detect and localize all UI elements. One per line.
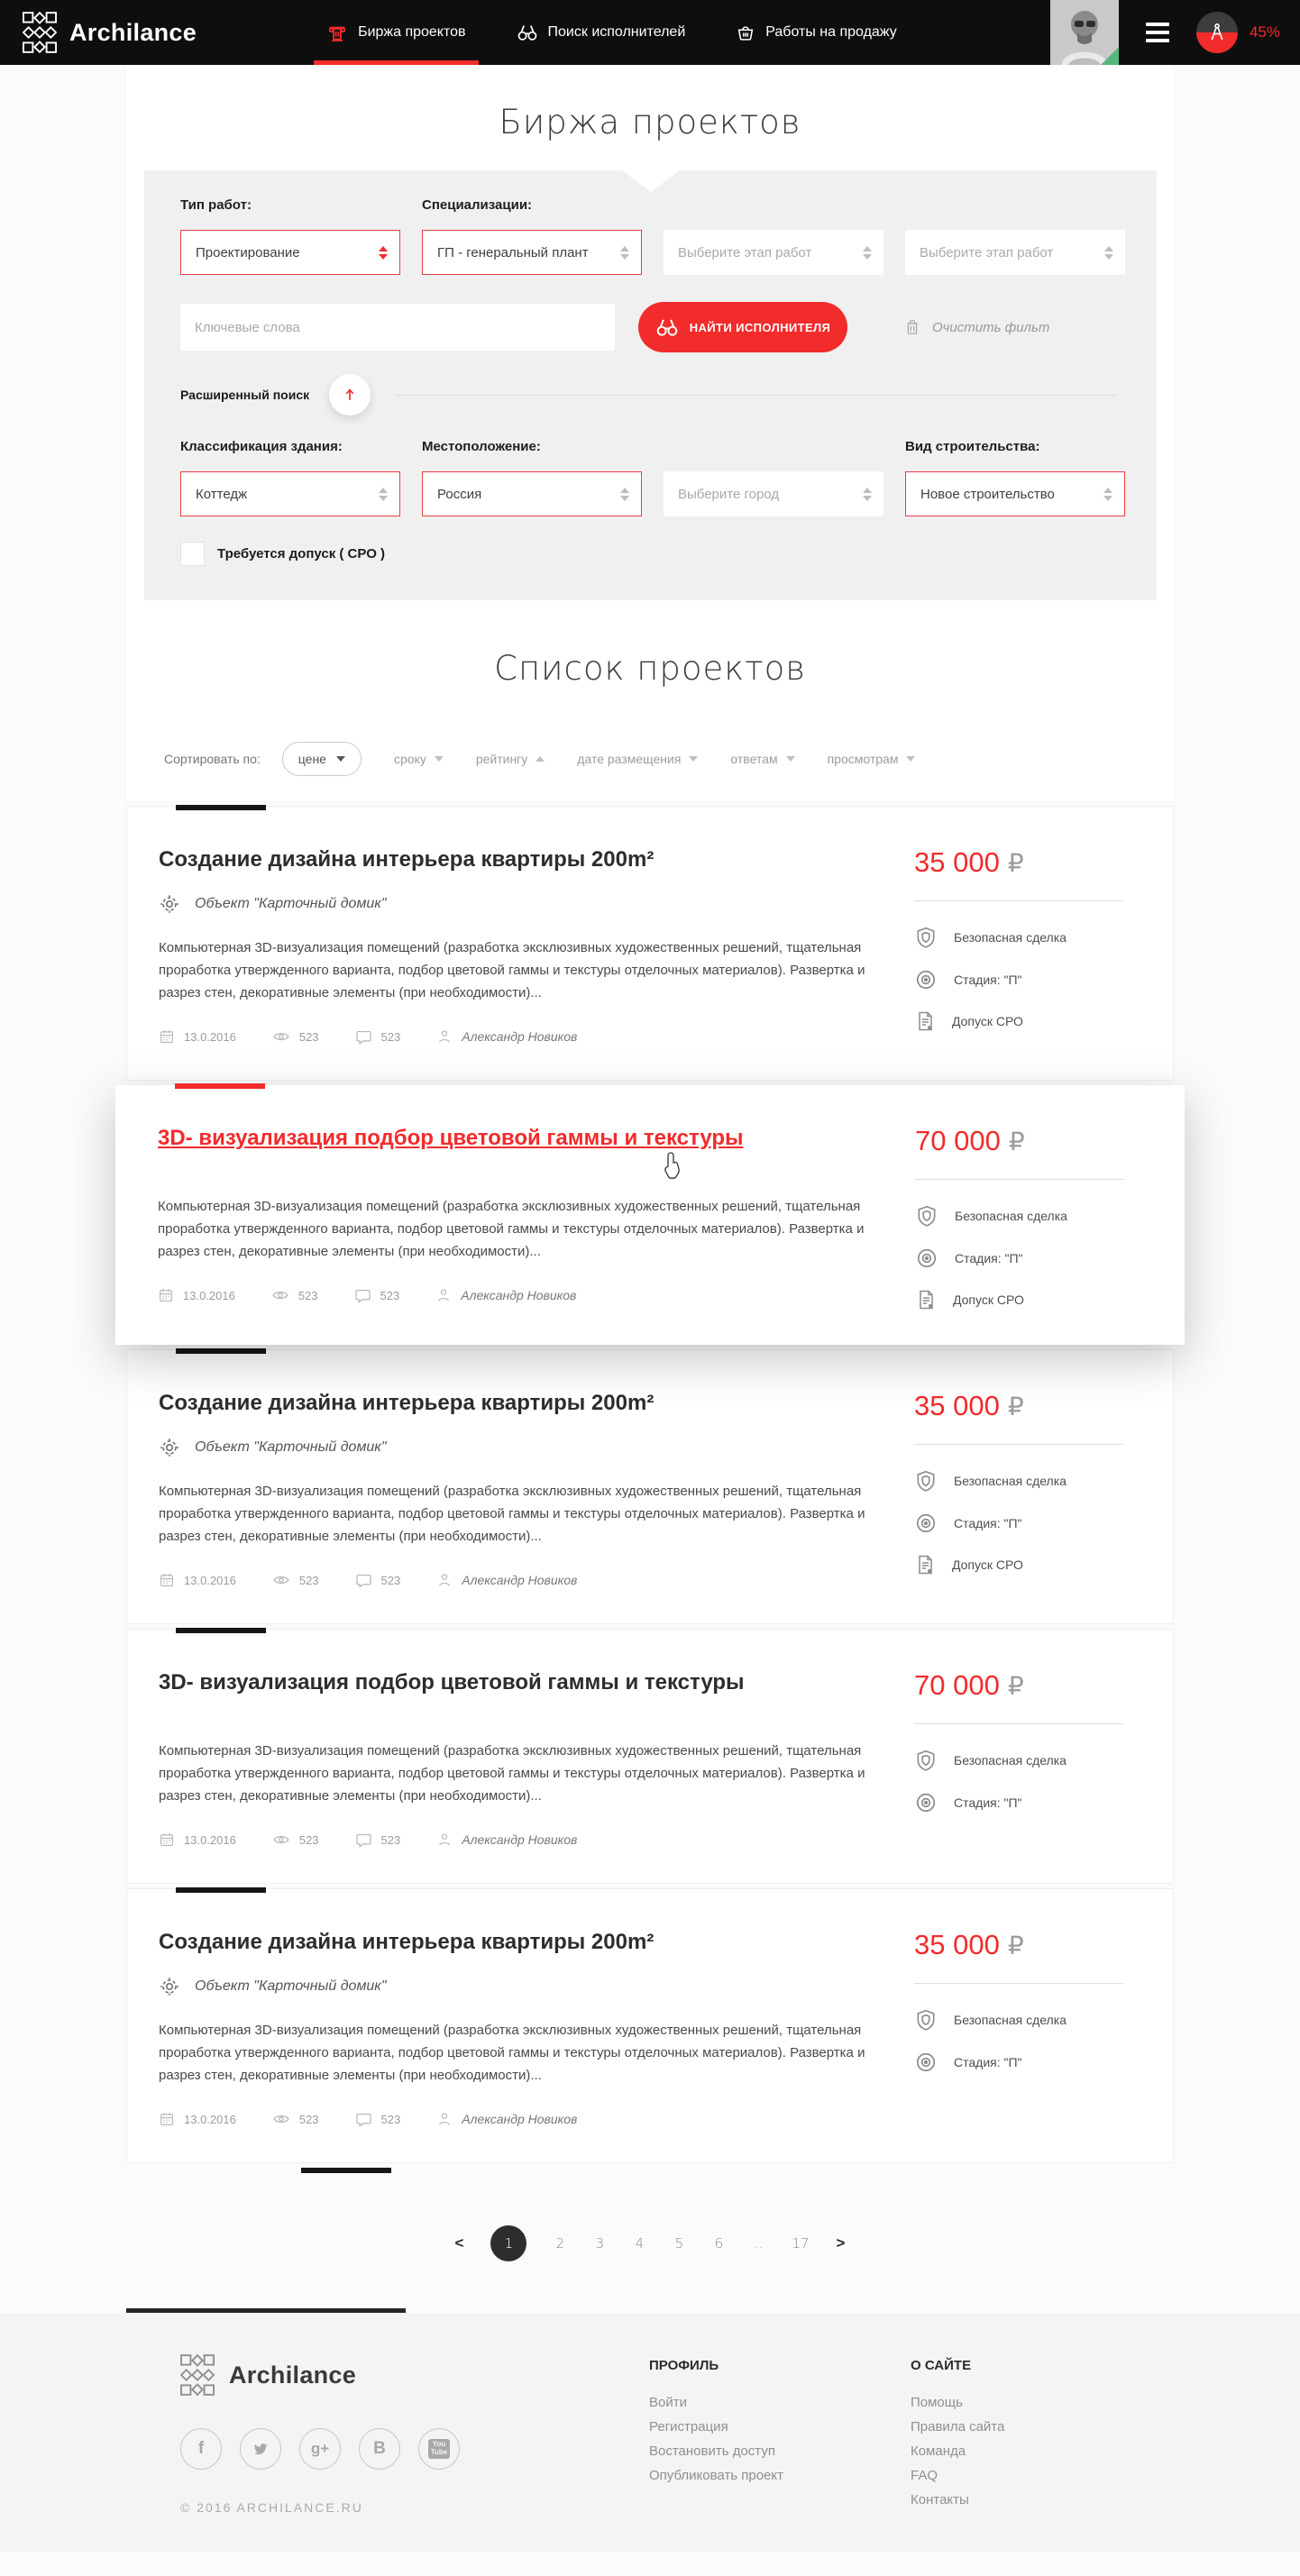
- advanced-search-row: [180, 374, 1121, 416]
- clear-filter-button[interactable]: [903, 318, 1049, 336]
- project-title[interactable]: Создание дизайна интерьера квартиры 200m²: [159, 1391, 655, 1415]
- site-footer: [0, 2313, 1300, 2553]
- project-meta: [159, 2110, 914, 2128]
- badge-safe-deal: Безопасная сделка: [914, 2008, 1123, 2032]
- project-date: 13.0.2016: [184, 1832, 236, 1847]
- project-price: 70 000 ₽: [914, 1669, 1024, 1701]
- project-card-highlighted: [115, 1085, 1185, 1345]
- page-17[interactable]: 17: [792, 2235, 810, 2252]
- page-4[interactable]: 4: [635, 2235, 645, 2252]
- sort-option-term[interactable]: [394, 752, 444, 766]
- building-class-label: Классификация здания:: [180, 439, 343, 454]
- nav-item-works-for-sale[interactable]: [710, 0, 921, 65]
- compass-icon: [1196, 12, 1238, 53]
- project-author[interactable]: Александр Новиков: [461, 1288, 577, 1302]
- sort-bar: [164, 742, 1174, 776]
- sro-checkbox[interactable]: [180, 542, 205, 566]
- sro-checkbox-row: [180, 542, 1121, 566]
- eye-icon: [272, 1028, 290, 1046]
- gear-icon: [159, 893, 180, 915]
- clear-filter-label: Очистить фильт: [932, 319, 1050, 335]
- stage-label-spacer: [905, 197, 1125, 219]
- mouse-cursor-icon: [664, 1152, 684, 1179]
- project-views: 523: [298, 1288, 318, 1302]
- work-stage-select-2[interactable]: [905, 230, 1125, 275]
- card-tick: [176, 1628, 266, 1633]
- footer-link-register[interactable]: Регистрация: [649, 2419, 728, 2434]
- project-title[interactable]: 3D- визуализация подбор цветовой гаммы и текстуры: [159, 1670, 745, 1694]
- stage-label-spacer: [664, 197, 883, 219]
- country-select[interactable]: [422, 471, 642, 516]
- select-arrows-icon: [620, 488, 629, 501]
- person-icon: [435, 1287, 452, 1303]
- trash-icon: [903, 318, 921, 336]
- ruble-sign: ₽: [1007, 1672, 1024, 1700]
- select-value: ГП - генеральный плант: [437, 244, 589, 260]
- card-tick: [175, 1083, 265, 1089]
- google-plus-icon[interactable]: g+: [299, 2428, 341, 2470]
- footer-link-rules[interactable]: Правила сайта: [911, 2419, 1005, 2434]
- nav-item-find-contractors[interactable]: [491, 0, 711, 65]
- twitter-icon[interactable]: [240, 2428, 281, 2470]
- comment-icon: [354, 1287, 371, 1304]
- nav-label: Работы на продажу: [765, 24, 897, 40]
- card-tick: [176, 1348, 266, 1354]
- column-icon: [326, 22, 348, 43]
- page-2[interactable]: 2: [555, 2235, 565, 2252]
- nav-label: Поиск исполнителей: [547, 24, 686, 40]
- project-card-right: [914, 1929, 1123, 2128]
- select-arrows-icon: [620, 246, 629, 260]
- sort-by-label: Сортировать по:: [164, 752, 261, 766]
- bullseye-icon: [914, 1791, 938, 1814]
- select-placeholder: Выберите город: [678, 486, 780, 502]
- select-value: Проектирование: [196, 244, 300, 260]
- page-title: Биржа проектов: [499, 103, 801, 142]
- basket-icon: [736, 23, 755, 42]
- social-links: [180, 2428, 649, 2470]
- sort-option-label: цене: [298, 752, 326, 766]
- calendar-icon: [159, 2111, 175, 2127]
- pagination: [0, 2225, 1300, 2261]
- card-tick: [176, 805, 266, 810]
- eye-icon: [272, 2110, 290, 2128]
- footer-link-contacts[interactable]: Контакты: [911, 2492, 969, 2507]
- project-author[interactable]: Александр Новиков: [462, 1573, 578, 1587]
- page-6[interactable]: 6: [714, 2235, 724, 2252]
- document-icon: [914, 1010, 936, 1032]
- page-1-active[interactable]: 1: [490, 2225, 526, 2261]
- project-card-right: [915, 1125, 1124, 1311]
- select-arrows-icon: [379, 488, 388, 501]
- filter-row-2: [180, 439, 1121, 516]
- facebook-icon[interactable]: f: [180, 2428, 222, 2470]
- building-class-select[interactable]: [180, 471, 400, 516]
- construction-type-label: Вид строительства:: [905, 439, 1040, 454]
- divider-line: [914, 1983, 1123, 1984]
- archilance-logo-icon: [180, 2354, 215, 2396]
- bullseye-icon: [914, 1512, 938, 1535]
- person-icon: [436, 1572, 453, 1588]
- select-arrows-icon: [379, 246, 388, 260]
- footer-link-team[interactable]: Команда: [911, 2444, 966, 2459]
- footer-about-title: О САЙТЕ: [911, 2358, 972, 2373]
- sort-option-label: просмотрам: [827, 752, 899, 766]
- footer-brand[interactable]: [180, 2354, 649, 2396]
- footer-link-login[interactable]: Войти: [649, 2395, 687, 2410]
- project-title-link[interactable]: 3D- визуализация подбор цветовой гаммы и текстуры: [158, 1126, 744, 1150]
- gear-icon: [159, 1976, 180, 1997]
- project-date: 13.0.2016: [184, 2112, 236, 2126]
- list-title: Список проектов: [494, 649, 806, 688]
- project-comments: 523: [380, 1288, 400, 1302]
- find-button-label: НАЙТИ ИСПОЛНИТЕЛЯ: [689, 320, 831, 334]
- brand-logo[interactable]: [23, 12, 197, 53]
- project-price: 35 000 ₽: [914, 846, 1024, 878]
- shield-icon: [914, 1749, 938, 1772]
- select-value: Новое строительство: [920, 486, 1055, 502]
- badge-safe-deal: Безопасная сделка: [914, 926, 1123, 949]
- badge-stage: Стадия: "П": [914, 1791, 1123, 1814]
- project-comments: 523: [380, 2112, 401, 2126]
- page-5[interactable]: 5: [674, 2235, 684, 2252]
- project-views: 523: [298, 2112, 319, 2126]
- project-card: [126, 1888, 1174, 2163]
- project-date: 13.0.2016: [184, 1029, 236, 1044]
- select-value: Коттедж: [196, 486, 248, 502]
- badge-sro: Допуск СРО: [914, 1554, 1123, 1576]
- select-arrows-icon: [863, 246, 872, 260]
- profile-percent: 45%: [1249, 23, 1280, 41]
- divider-line: [914, 900, 1123, 901]
- badge-safe-deal: Безопасная сделка: [914, 1749, 1123, 1772]
- project-comments: 523: [380, 1832, 401, 1847]
- bullseye-icon: [914, 2051, 938, 2074]
- shield-icon: [914, 2008, 938, 2032]
- filter-row-1: [180, 197, 1121, 275]
- person-icon: [436, 1832, 453, 1848]
- sort-option-answers[interactable]: [730, 752, 794, 766]
- vkontakte-icon[interactable]: B: [359, 2428, 400, 2470]
- site-header: [0, 0, 1300, 65]
- ruble-sign: ₽: [1007, 849, 1024, 877]
- calendar-icon: [159, 1028, 175, 1045]
- ruble-sign: ₽: [1007, 1932, 1024, 1959]
- footer-about-column: [911, 2354, 1172, 2517]
- collapse-arrow-up-icon[interactable]: [329, 374, 371, 416]
- ruble-sign: ₽: [1008, 1128, 1025, 1156]
- next-page-button[interactable]: >: [836, 2234, 846, 2252]
- nav-item-projects-exchange[interactable]: [301, 0, 490, 65]
- bullseye-icon: [914, 968, 938, 991]
- footer-brand-name: Archilance: [229, 2361, 357, 2389]
- sort-desc-icon: [336, 756, 345, 762]
- select-value: Россия: [437, 486, 482, 502]
- specialization-label: Специализации:: [422, 197, 533, 213]
- project-date: 13.0.2016: [184, 1573, 236, 1587]
- sort-option-price[interactable]: [282, 742, 362, 776]
- comment-icon: [355, 1572, 372, 1589]
- badge-safe-deal: Безопасная сделка: [914, 1469, 1123, 1493]
- youtube-icon[interactable]: You Tube: [418, 2428, 460, 2470]
- keywords-input[interactable]: [180, 304, 615, 351]
- badge-stage: Стадия: "П": [914, 2051, 1123, 2074]
- main-panel: [126, 65, 1174, 801]
- badge-safe-deal: Безопасная сделка: [915, 1204, 1124, 1228]
- project-comments: 523: [380, 1029, 401, 1044]
- footer-link-publish-project[interactable]: Опубликовать проект: [649, 2468, 783, 2483]
- filter-panel: [144, 170, 1157, 600]
- sort-option-rating[interactable]: [476, 752, 545, 766]
- project-meta: [159, 1028, 914, 1046]
- project-author[interactable]: Александр Новиков: [462, 2112, 578, 2126]
- bullseye-icon: [915, 1247, 938, 1270]
- eye-icon: [272, 1831, 290, 1849]
- project-card-right: [914, 1390, 1123, 1589]
- badge-stage: Стадия: "П": [914, 968, 1123, 991]
- project-card: [126, 806, 1174, 1081]
- gear-icon: [159, 1437, 180, 1458]
- copyright-text: © 2016 ARCHILANCE.RU: [180, 2500, 363, 2515]
- project-description: Компьютерная 3D-визуализация помещений (разработка эксклюзивных художественных решений, тщательная проработка утвержденного варианта, подбор цветовой гаммы и текстуры отделочных материалов). Развертка и разрез стен, декоративные элементы (при необходимости)...: [159, 1484, 865, 1544]
- sort-option-label: ответам: [730, 752, 778, 766]
- page-3[interactable]: 3: [595, 2235, 605, 2252]
- shield-icon: [915, 1204, 938, 1228]
- divider-line: [396, 395, 1115, 396]
- nav-label: Биржа проектов: [358, 24, 466, 40]
- project-card-right: [914, 1669, 1123, 1849]
- footer-link-restore-access[interactable]: Востановить доступ: [649, 2444, 775, 2459]
- project-author[interactable]: Александр Новиков: [462, 1832, 578, 1847]
- work-stage-select-1[interactable]: [664, 230, 883, 275]
- project-views: 523: [298, 1832, 319, 1847]
- city-label-spacer: [664, 439, 883, 461]
- document-icon: [915, 1289, 937, 1311]
- archilance-logo-icon: [23, 12, 57, 53]
- person-icon: [436, 2111, 453, 2127]
- ruble-sign: ₽: [1007, 1393, 1024, 1420]
- divider-line: [915, 1179, 1124, 1180]
- project-description: Компьютерная 3D-визуализация помещений (разработка эксклюзивных художественных решений, тщательная проработка утвержденного варианта, подбор цветовой гаммы и текстуры отделочных материалов). Развертка и разрез стен, декоративные элементы (при необходимости)...: [158, 1199, 865, 1259]
- sort-asc-icon: [536, 756, 545, 762]
- advanced-search-label: Расширенный поиск: [180, 388, 310, 402]
- calendar-icon: [159, 1572, 175, 1588]
- select-placeholder: Выберите этап работ: [678, 244, 812, 260]
- eye-icon: [271, 1286, 289, 1304]
- project-card-right: [914, 846, 1123, 1046]
- card-tick: [176, 1887, 266, 1893]
- project-object: Объект "Карточный домик": [195, 896, 387, 911]
- project-price: 35 000 ₽: [914, 1390, 1024, 1421]
- sort-desc-icon: [786, 756, 795, 762]
- badge-stage: Стадия: "П": [914, 1512, 1123, 1535]
- project-object: Объект "Карточный домик": [195, 1978, 387, 1994]
- sort-option-views[interactable]: [828, 752, 916, 766]
- select-arrows-icon: [1104, 246, 1113, 260]
- comment-icon: [355, 2111, 372, 2128]
- project-price: 70 000 ₽: [915, 1125, 1025, 1156]
- document-icon: [914, 1554, 936, 1576]
- footer-link-faq[interactable]: FAQ: [911, 2468, 938, 2483]
- sro-checkbox-label: Требуется допуск ( СРО ): [217, 546, 386, 562]
- sort-desc-icon: [689, 756, 698, 762]
- project-list: [126, 806, 1174, 2173]
- binoculars-icon: [517, 22, 538, 43]
- project-description: Компьютерная 3D-визуализация помещений (разработка эксклюзивных художественных решений, тщательная проработка утвержденного варианта, подбор цветовой гаммы и текстуры отделочных материалов). Развертка и разрез стен, декоративные элементы (при необходимости)...: [159, 1743, 865, 1804]
- eye-icon: [272, 1571, 290, 1589]
- select-arrows-icon: [863, 488, 872, 501]
- project-description: Компьютерная 3D-визуализация помещений (разработка эксклюзивных художественных решений, тщательная проработка утвержденного варианта, подбор цветовой гаммы и текстуры отделочных материалов). Развертка и разрез стен, декоративные элементы (при необходимости)...: [159, 2023, 865, 2083]
- project-meta: [158, 1286, 913, 1304]
- main-nav: [301, 0, 922, 65]
- user-avatar[interactable]: [1050, 0, 1119, 65]
- profile-completeness[interactable]: [1196, 12, 1300, 53]
- work-type-label: Тип работ:: [180, 197, 252, 213]
- location-label: Местоположение:: [422, 439, 541, 454]
- construction-type-select[interactable]: [905, 471, 1125, 516]
- project-object: Объект "Карточный домик": [195, 1439, 387, 1455]
- badge-stage: Стадия: "П": [915, 1247, 1124, 1270]
- city-select[interactable]: [664, 471, 883, 516]
- divider-line: [914, 1723, 1123, 1724]
- calendar-icon: [159, 1832, 175, 1848]
- badge-sro: Допуск СРО: [914, 1010, 1123, 1032]
- shield-icon: [914, 926, 938, 949]
- calendar-icon: [158, 1287, 174, 1303]
- project-meta: [159, 1831, 914, 1849]
- project-card: [126, 1629, 1174, 1884]
- project-title[interactable]: Создание дизайна интерьера квартиры 200m²: [159, 847, 655, 872]
- project-title[interactable]: Создание дизайна интерьера квартиры 200m²: [159, 1930, 655, 1954]
- shield-icon: [914, 1469, 938, 1493]
- keywords-row: [180, 302, 1121, 352]
- prev-page-button[interactable]: <: [454, 2234, 464, 2252]
- sort-option-label: сроку: [393, 752, 426, 766]
- find-contractor-button[interactable]: [638, 302, 847, 352]
- sort-option-label: рейтингу: [475, 752, 528, 766]
- select-placeholder: Выберите этап работ: [920, 244, 1054, 260]
- binoculars-icon: [655, 315, 679, 339]
- sort-desc-icon: [906, 756, 915, 762]
- project-comments: 523: [380, 1573, 401, 1587]
- project-price: 35 000 ₽: [914, 1929, 1024, 1960]
- footer-profile-column: [649, 2354, 911, 2517]
- specialization-select[interactable]: [422, 230, 642, 275]
- footer-profile-title: ПРОФИЛЬ: [649, 2358, 719, 2373]
- divider-line: [914, 1444, 1123, 1445]
- sort-desc-icon: [435, 756, 444, 762]
- hamburger-menu-icon[interactable]: [1146, 23, 1169, 42]
- sort-option-label: дате размещения: [577, 752, 682, 766]
- pages-ellipsis: ..: [754, 2235, 764, 2252]
- project-views: 523: [298, 1029, 319, 1044]
- comment-icon: [355, 1028, 372, 1046]
- sort-option-date[interactable]: [577, 752, 698, 766]
- project-meta: [159, 1571, 914, 1589]
- select-arrows-icon: [1103, 488, 1112, 501]
- header-right: [1050, 0, 1300, 65]
- footer-link-help[interactable]: Помощь: [911, 2395, 963, 2410]
- project-views: 523: [298, 1573, 319, 1587]
- work-type-select[interactable]: [180, 230, 400, 275]
- comment-icon: [355, 1832, 372, 1849]
- list-end-tick: [301, 2168, 391, 2173]
- badge-sro: Допуск СРО: [915, 1289, 1124, 1311]
- project-description: Компьютерная 3D-визуализация помещений (разработка эксклюзивных художественных решений, тщательная проработка утвержденного варианта, подбор цветовой гаммы и текстуры отделочных материалов). Развертка и разрез стен, декоративные элементы (при необходимости)...: [159, 940, 865, 1000]
- brand-name: Archilance: [69, 18, 197, 46]
- project-author[interactable]: Александр Новиков: [462, 1029, 578, 1044]
- project-date: 13.0.2016: [183, 1288, 235, 1302]
- person-icon: [436, 1028, 453, 1045]
- project-card: [126, 1349, 1174, 1624]
